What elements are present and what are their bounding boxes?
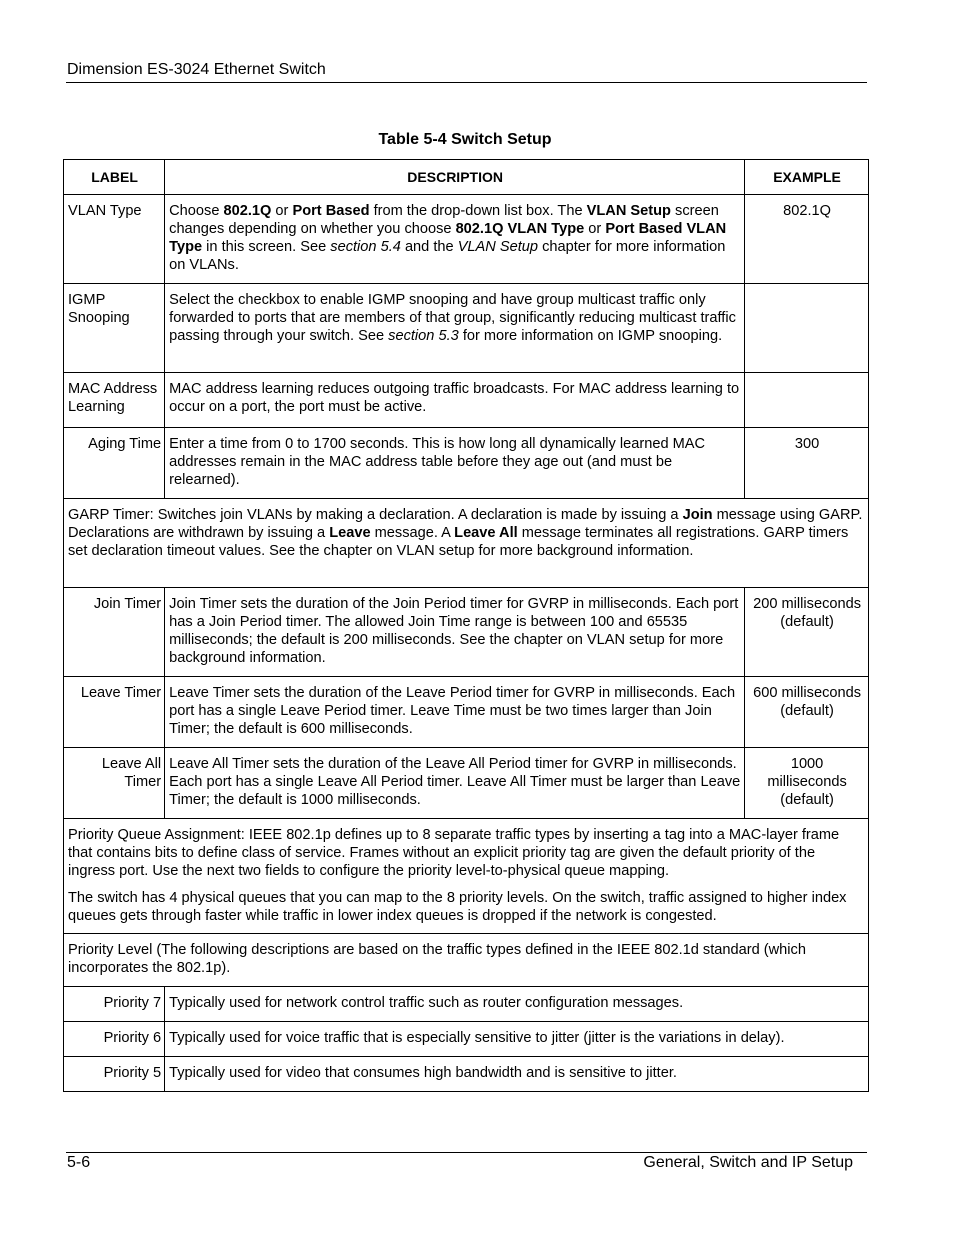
row-description: MAC address learning reduces outgoing traffic broadcasts. For MAC address learning to occur on a port, the port must be active. — [165, 373, 745, 428]
row-example: 1000 milliseconds (default) — [745, 748, 869, 819]
row-example — [745, 284, 869, 373]
row-description: Choose 802.1Q or Port Based from the drop-down list box. The VLAN Setup screen changes depending on whether you choose 802.1Q VLAN Type or Port Based VLAN Type in this screen. See section 5.4 and the VLAN Setup chapter for more information on VLANs. — [165, 195, 745, 284]
table-row — [64, 987, 869, 1022]
row-example: 802.1Q — [745, 195, 869, 284]
row-label: VLAN Type — [64, 195, 165, 284]
switch-setup-table — [63, 159, 869, 1092]
section-title: General, Switch and IP Setup — [643, 1154, 853, 1171]
row-description: Typically used for video that consumes high bandwidth and is sensitive to jitter. — [165, 1057, 869, 1092]
table-row — [64, 1022, 869, 1057]
running-header: Dimension ES-3024 Ethernet Switch — [67, 61, 326, 78]
garp-section-row: GARP Timer: Switches join VLANs by making a declaration. A declaration is made by issuing a Join message using GARP. Declarations are withdrawn by issuing a Leave message. A Leave All message terminates all registrations. GARP timers set declaration timeout values. See the chapter on VLAN setup for more background information. — [64, 499, 869, 588]
header-rule — [66, 82, 867, 83]
priority-queue-paragraph-1: Priority Queue Assignment: IEEE 802.1p defines up to 8 separate traffic types by inserting a tag into a MAC-layer frame that contains bits to define class of service. Frames without an explicit priority tag are given the default priority of the ingress port. Use the next two fields to configure the priority level-to-physical queue mapping. — [68, 827, 840, 879]
row-description: Typically used for network control traffic such as router configuration messages. — [165, 987, 869, 1022]
table-row — [64, 284, 869, 373]
column-header-description: DESCRIPTION — [165, 160, 745, 195]
row-example: 300 — [745, 428, 869, 499]
table-row — [64, 934, 869, 987]
row-example — [745, 373, 869, 428]
table-row — [64, 819, 869, 934]
table-row — [64, 499, 869, 588]
table-row — [64, 1057, 869, 1092]
row-description: Leave All Timer sets the duration of the Leave All Period timer for GVRP in milliseconds. Each port has a single Leave All Period timer. Leave All Timer must be larger than Leave Timer; the default is 1000 milliseconds. — [165, 748, 745, 819]
row-description: Leave Timer sets the duration of the Leave Period timer for GVRP in milliseconds. Each port has a single Leave Period timer. Leave Time must be two times larger than Join Timer; the default is 600 milliseconds. — [165, 677, 745, 748]
table-row — [64, 195, 869, 284]
row-label: Leave All Timer — [64, 748, 165, 819]
row-label: MAC Address Learning — [64, 373, 165, 428]
row-description: Typically used for voice traffic that is especially sensitive to jitter (jitter is the variations in delay). — [165, 1022, 869, 1057]
row-description: Select the checkbox to enable IGMP snooping and have group multicast traffic only forwarded to ports that are members of that group, significantly reducing multicast traffic passing through your switch. See section 5.3 for more information on IGMP snooping. — [165, 284, 745, 373]
priority-level-section-row: Priority Level (The following descriptions are based on the traffic types defined in the IEEE 802.1d standard (which incorporates the 802.1p). — [64, 934, 869, 987]
row-example: 600 milliseconds (default) — [745, 677, 869, 748]
page-number: 5-6 — [67, 1154, 91, 1171]
row-label: Leave Timer — [64, 677, 165, 748]
row-label: IGMP Snooping — [64, 284, 165, 373]
table-row — [64, 677, 869, 748]
table-row — [64, 588, 869, 677]
row-label: Join Timer — [64, 588, 165, 677]
table-caption: Table 5-4 Switch Setup — [378, 131, 552, 148]
row-label: Priority 7 — [64, 987, 165, 1022]
column-header-example: EXAMPLE — [745, 160, 869, 195]
footer-rule — [66, 1152, 867, 1153]
row-label: Priority 6 — [64, 1022, 165, 1057]
table-row — [64, 428, 869, 499]
row-example: 200 milliseconds (default) — [745, 588, 869, 677]
table-row — [64, 373, 869, 428]
priority-queue-paragraph-2: The switch has 4 physical queues that you can map to the 8 priority levels. On the switch, traffic assigned to higher index queues gets through faster while traffic in lower index queues is dropped if the network is congested. — [68, 890, 847, 924]
row-label: Aging Time — [64, 428, 165, 499]
priority-queue-section-row — [64, 819, 869, 934]
column-header-label: LABEL — [64, 160, 165, 195]
table-header-row — [64, 160, 869, 195]
row-description: Join Timer sets the duration of the Join Period timer for GVRP in milliseconds. Each port has a Join Period timer. The allowed Join Time range is between 100 and 65535 milliseconds; the default is 200 milliseconds. See the chapter on VLAN setup for more background information. — [165, 588, 745, 677]
table-row — [64, 748, 869, 819]
row-description: Enter a time from 0 to 1700 seconds. This is how long all dynamically learned MAC addresses remain in the MAC address table before they age out (and must be relearned). — [165, 428, 745, 499]
row-label: Priority 5 — [64, 1057, 165, 1092]
